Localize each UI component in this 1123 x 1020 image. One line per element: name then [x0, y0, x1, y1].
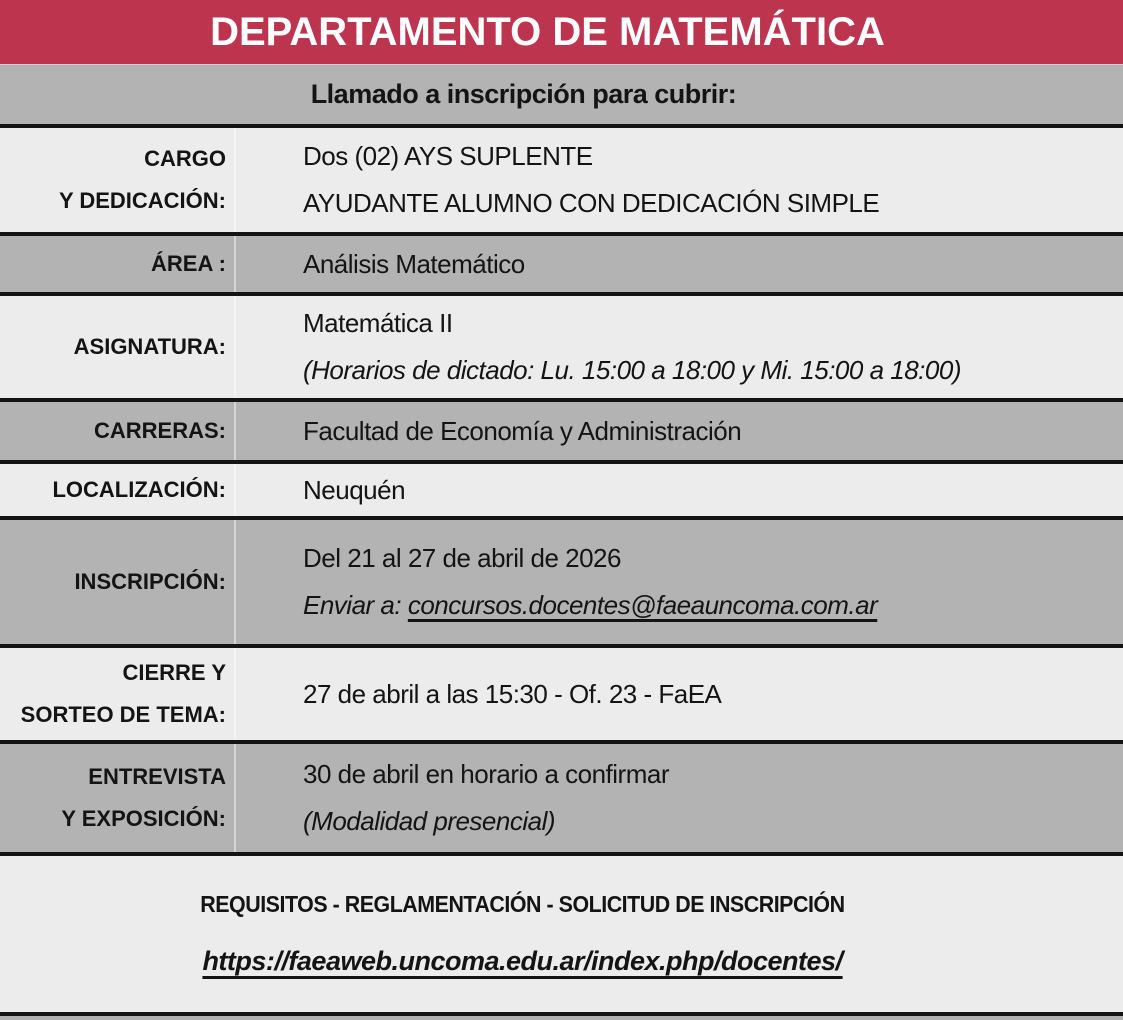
- row-value-line: Del 21 al 27 de abril de 2026: [303, 543, 621, 574]
- row-label: [0, 128, 236, 232]
- row-value-line: Dos (02) AYS SUPLENTE: [303, 141, 593, 172]
- row-value: [236, 520, 1123, 644]
- page-title: DEPARTAMENTO DE MATEMÁTICA: [210, 9, 885, 54]
- row-label: [0, 236, 236, 292]
- table-row-inscripcion: [0, 520, 1123, 648]
- call-banner: [0, 64, 1123, 128]
- docentes-url-link[interactable]: https://faeaweb.uncoma.edu.ar/index.php/docentes/: [202, 946, 843, 976]
- table-row-cargo: [0, 128, 1123, 236]
- row-label-line: CARRERAS:: [94, 418, 226, 444]
- row-label: [0, 520, 236, 644]
- row-label-line: LOCALIZACIÓN:: [52, 477, 226, 503]
- row-label: [0, 402, 236, 460]
- row-label-line: CARGO: [144, 146, 226, 172]
- row-label-line: ÁREA :: [151, 251, 226, 277]
- row-label-line: ASIGNATURA:: [73, 334, 226, 360]
- table-row-area: [0, 236, 1123, 296]
- row-label-line: SORTEO DE TEMA:: [20, 702, 226, 727]
- table-row-cierre: [0, 648, 1123, 744]
- row-value-line-schedule: (Horarios de dictado: Lu. 15:00 a 18:00 y Mi. 15:00 a 18:00): [303, 355, 961, 385]
- row-value-line: Neuquén: [303, 474, 406, 505]
- row-value-line: Matemática II: [303, 308, 453, 339]
- email-prefix: Enviar a:: [303, 590, 408, 620]
- row-label-line: CIERRE Y: [122, 660, 226, 686]
- table-row-carreras: [0, 402, 1123, 464]
- row-value: [236, 296, 1123, 398]
- row-label: [0, 648, 236, 740]
- row-value: [236, 648, 1123, 740]
- row-label: [0, 296, 236, 398]
- row-value-line-email: [303, 590, 1103, 621]
- row-value-line: 27 de abril a las 15:30 - Of. 23 - FaEA: [303, 678, 722, 709]
- row-label-line: Y DEDICACIÓN:: [58, 188, 226, 213]
- row-label: [0, 744, 236, 852]
- row-value: [236, 464, 1123, 516]
- requirements-text: REQUISITOS - REGLAMENTACIÓN - SOLICITUD DE INSCRIPCIÓN: [200, 891, 845, 917]
- row-value-line: 30 de abril en horario a confirmar: [303, 759, 669, 790]
- table-row-asignatura: [0, 296, 1123, 402]
- table-row-localizacion: [0, 464, 1123, 520]
- row-value-line-modality: (Modalidad presencial): [303, 806, 556, 836]
- row-value-line: Análisis Matemático: [303, 248, 525, 279]
- row-label-line: ENTREVISTA: [88, 764, 226, 790]
- table-row-entrevista: [0, 744, 1123, 856]
- row-value-line: AYUDANTE ALUMNO CON DEDICACIÓN SIMPLE: [303, 188, 880, 218]
- row-value-line: Facultad de Economía y Administración: [303, 415, 742, 446]
- inscription-email-link[interactable]: concursos.docentes@faeauncoma.com.ar: [407, 590, 878, 620]
- row-value: [236, 236, 1123, 292]
- row-value: [236, 128, 1123, 232]
- footer: [0, 856, 1123, 1012]
- row-label: [0, 464, 236, 516]
- department-header: [0, 0, 1123, 64]
- row-label-line: Y EXPOSICIÓN:: [61, 806, 226, 831]
- row-value: [236, 402, 1123, 460]
- row-label-line: INSCRIPCIÓN:: [74, 569, 226, 595]
- row-value: [236, 744, 1123, 852]
- call-banner-text: Llamado a inscripción para cubrir:: [310, 79, 737, 109]
- bottom-strip: [0, 1016, 1123, 1020]
